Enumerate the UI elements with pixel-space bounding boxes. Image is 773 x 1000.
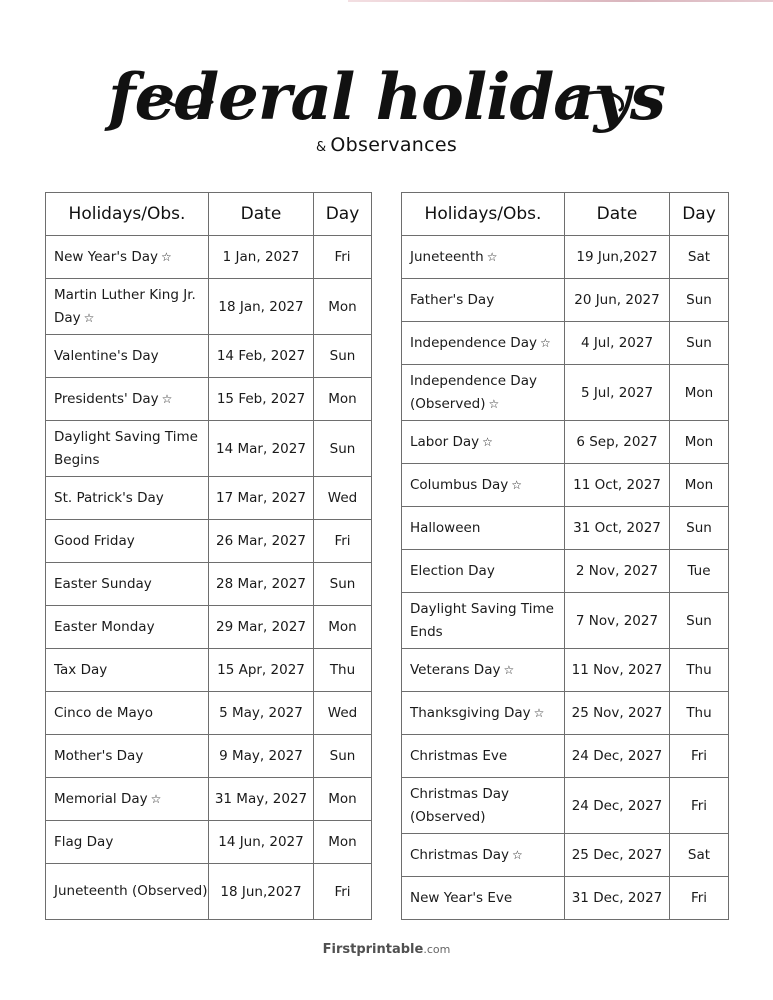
holiday-name-cell [46, 421, 209, 477]
table-row [402, 834, 729, 877]
holiday-weekday: Mon [314, 606, 372, 649]
holiday-weekday: Mon [314, 821, 372, 864]
table-row [46, 606, 372, 649]
table-row [46, 378, 372, 421]
holiday-date: 14 Mar, 2027 [209, 421, 314, 477]
table-row [402, 236, 729, 279]
holiday-weekday: Tue [670, 550, 729, 593]
holiday-date: 31 May, 2027 [209, 778, 314, 821]
holiday-name-cell [46, 864, 209, 920]
table-row [402, 322, 729, 365]
holiday-name-cell [46, 563, 209, 606]
holiday-date: 7 Nov, 2027 [565, 593, 670, 649]
holiday-name: Martin Luther King Jr. Day ☆ [54, 286, 196, 326]
table-header-row [46, 193, 372, 236]
holiday-weekday: Sat [670, 834, 729, 877]
holiday-date: 28 Mar, 2027 [209, 563, 314, 606]
holiday-name: Father's Day [410, 291, 495, 308]
holiday-date: 11 Oct, 2027 [565, 464, 670, 507]
table-row [46, 821, 372, 864]
holiday-weekday: Fri [670, 735, 729, 778]
holiday-name: Good Friday [54, 532, 135, 549]
holiday-name-cell [402, 279, 565, 322]
holiday-name: Flag Day [54, 833, 114, 850]
holiday-date: 5 May, 2027 [209, 692, 314, 735]
holiday-date: 31 Dec, 2027 [565, 877, 670, 920]
table-row [46, 421, 372, 477]
subtitle-ampersand: & [315, 140, 327, 155]
holiday-date: 1 Jan, 2027 [209, 236, 314, 279]
table-row [46, 477, 372, 520]
brand-name: Firstprintable [322, 942, 424, 957]
holiday-date: 24 Dec, 2027 [565, 735, 670, 778]
table-row [46, 563, 372, 606]
holiday-name-cell [402, 236, 565, 279]
federal-star-icon: ☆ [533, 705, 545, 720]
holiday-weekday: Mon [670, 464, 729, 507]
holiday-date: 6 Sep, 2027 [565, 421, 670, 464]
federal-star-icon: ☆ [482, 434, 493, 449]
holiday-weekday: Wed [314, 692, 372, 735]
title-main: federal holidays [108, 60, 665, 135]
table-row [46, 735, 372, 778]
holiday-weekday: Sat [670, 236, 729, 279]
brand-domain: .com [423, 943, 451, 956]
holiday-date: 19 Jun,2027 [565, 236, 670, 279]
table-row [402, 692, 729, 735]
subtitle-text: Observances [330, 134, 458, 156]
holiday-date: 31 Oct, 2027 [565, 507, 670, 550]
holiday-name-cell [402, 507, 565, 550]
holiday-date: 4 Jul, 2027 [565, 322, 670, 365]
holiday-name: New Year's Day ☆ [54, 248, 172, 265]
holiday-name-cell [402, 550, 565, 593]
holiday-name-cell [46, 378, 209, 421]
holiday-name-cell [402, 735, 565, 778]
table-row [402, 735, 729, 778]
holiday-name: Election Day [410, 562, 495, 579]
federal-star-icon: ☆ [539, 335, 551, 350]
holiday-weekday: Sun [670, 322, 729, 365]
column-header-day: Day [314, 193, 372, 236]
holiday-name: Presidents' Day ☆ [54, 390, 173, 407]
holiday-name-cell [46, 279, 209, 335]
holiday-name: Labor Day ☆ [410, 433, 493, 450]
holiday-weekday: Sun [670, 507, 729, 550]
holiday-name-cell [46, 649, 209, 692]
holidays-table-left [45, 192, 372, 920]
holiday-name: Christmas Day (Observed) [410, 785, 510, 825]
holiday-name-cell [46, 778, 209, 821]
holiday-name: Valentine's Day [54, 347, 159, 364]
holiday-date: 29 Mar, 2027 [209, 606, 314, 649]
holiday-name: New Year's Eve [410, 889, 513, 906]
holiday-weekday: Thu [314, 649, 372, 692]
table-row [46, 864, 372, 920]
holiday-weekday: Fri [670, 877, 729, 920]
subtitle [0, 134, 773, 156]
holiday-name-cell [46, 692, 209, 735]
table-row [46, 692, 372, 735]
holiday-name: Tax Day [54, 661, 108, 678]
table-row [402, 877, 729, 920]
holiday-name: St. Patrick's Day [54, 489, 164, 506]
holiday-date: 14 Jun, 2027 [209, 821, 314, 864]
holiday-weekday: Sun [314, 735, 372, 778]
table-row [402, 778, 729, 834]
holiday-weekday: Sun [314, 421, 372, 477]
table-row [402, 279, 729, 322]
holiday-name-cell [46, 735, 209, 778]
federal-star-icon: ☆ [150, 791, 162, 806]
holiday-weekday: Wed [314, 477, 372, 520]
table-row [46, 520, 372, 563]
column-header-name: Holidays/Obs. [46, 193, 209, 236]
table-row [402, 507, 729, 550]
federal-star-icon: ☆ [488, 396, 500, 411]
holiday-weekday: Mon [314, 378, 372, 421]
holiday-name: Thanksgiving Day ☆ [410, 704, 545, 721]
holiday-name: Easter Sunday [54, 575, 152, 592]
holiday-date: 17 Mar, 2027 [209, 477, 314, 520]
holiday-name-cell [46, 236, 209, 279]
table-row [402, 464, 729, 507]
table-row [402, 593, 729, 649]
holiday-name: Easter Monday [54, 618, 155, 635]
holiday-name-cell [402, 322, 565, 365]
holiday-name-cell [46, 520, 209, 563]
holiday-name: Columbus Day ☆ [410, 476, 523, 493]
federal-star-icon: ☆ [512, 847, 523, 862]
holiday-weekday: Sun [670, 279, 729, 322]
holiday-date: 14 Feb, 2027 [209, 335, 314, 378]
table-row [402, 365, 729, 421]
holiday-name-cell [402, 877, 565, 920]
holiday-weekday: Mon [670, 421, 729, 464]
federal-star-icon: ☆ [503, 662, 515, 677]
holiday-name: Cinco de Mayo [54, 704, 154, 721]
column-header-day: Day [670, 193, 729, 236]
holiday-name-cell [402, 464, 565, 507]
holiday-weekday: Fri [670, 778, 729, 834]
holiday-date: 26 Mar, 2027 [209, 520, 314, 563]
holiday-weekday: Sun [314, 335, 372, 378]
holiday-date: 11 Nov, 2027 [565, 649, 670, 692]
holiday-date: 20 Jun, 2027 [565, 279, 670, 322]
holiday-weekday: Mon [670, 365, 729, 421]
holiday-weekday: Thu [670, 692, 729, 735]
holiday-weekday: Mon [314, 778, 372, 821]
holiday-date: 25 Dec, 2027 [565, 834, 670, 877]
holiday-date: 18 Jun,2027 [209, 864, 314, 920]
top-decorative-strip [348, 0, 773, 2]
holiday-name-cell [402, 593, 565, 649]
holiday-name: Mother's Day [54, 747, 144, 764]
holiday-weekday: Sun [670, 593, 729, 649]
column-header-date: Date [565, 193, 670, 236]
holiday-date: 18 Jan, 2027 [209, 279, 314, 335]
table-row [402, 421, 729, 464]
holiday-date: 15 Feb, 2027 [209, 378, 314, 421]
holiday-weekday: Thu [670, 649, 729, 692]
footer-brand [0, 942, 773, 957]
table-row [46, 649, 372, 692]
table-row [402, 550, 729, 593]
holiday-weekday: Fri [314, 236, 372, 279]
holiday-date: 25 Nov, 2027 [565, 692, 670, 735]
holiday-date: 5 Jul, 2027 [565, 365, 670, 421]
holiday-name-cell [46, 606, 209, 649]
federal-star-icon: ☆ [161, 391, 173, 406]
holiday-name: Daylight Saving Time Ends [410, 600, 554, 640]
federal-star-icon: ☆ [511, 477, 523, 492]
holiday-name-cell [402, 365, 565, 421]
holiday-name: Halloween [410, 519, 481, 536]
holiday-name: Veterans Day ☆ [410, 661, 515, 678]
holiday-name: Juneteenth (Observed) [54, 883, 208, 899]
holiday-weekday: Fri [314, 864, 372, 920]
holiday-name-cell [402, 692, 565, 735]
federal-star-icon: ☆ [486, 249, 498, 264]
table-row [46, 279, 372, 335]
holiday-date: 24 Dec, 2027 [565, 778, 670, 834]
holiday-name: Daylight Saving Time Begins [54, 428, 198, 468]
federal-star-icon: ☆ [83, 310, 95, 325]
holiday-name: Juneteenth ☆ [410, 248, 498, 265]
holiday-name: Independence Day (Observed) ☆ [410, 372, 537, 412]
holiday-name: Christmas Day ☆ [410, 846, 523, 863]
column-header-date: Date [209, 193, 314, 236]
holiday-name: Christmas Eve [410, 747, 508, 764]
table-row [402, 649, 729, 692]
federal-star-icon: ☆ [161, 249, 172, 264]
holiday-date: 9 May, 2027 [209, 735, 314, 778]
holidays-table-right [401, 192, 729, 920]
table-row [46, 778, 372, 821]
holiday-name-cell [46, 335, 209, 378]
holiday-name-cell [402, 834, 565, 877]
holiday-name-cell [402, 778, 565, 834]
column-header-name: Holidays/Obs. [402, 193, 565, 236]
holiday-date: 2 Nov, 2027 [565, 550, 670, 593]
holiday-weekday: Mon [314, 279, 372, 335]
holiday-name-cell [46, 821, 209, 864]
table-row [46, 236, 372, 279]
holiday-name: Independence Day ☆ [410, 334, 551, 351]
holiday-weekday: Fri [314, 520, 372, 563]
holiday-name: Memorial Day ☆ [54, 790, 162, 807]
table-row [46, 335, 372, 378]
holiday-name-cell [46, 477, 209, 520]
holiday-date: 15 Apr, 2027 [209, 649, 314, 692]
holiday-weekday: Sun [314, 563, 372, 606]
holiday-name-cell [402, 421, 565, 464]
holiday-name-cell [402, 649, 565, 692]
table-header-row [402, 193, 729, 236]
